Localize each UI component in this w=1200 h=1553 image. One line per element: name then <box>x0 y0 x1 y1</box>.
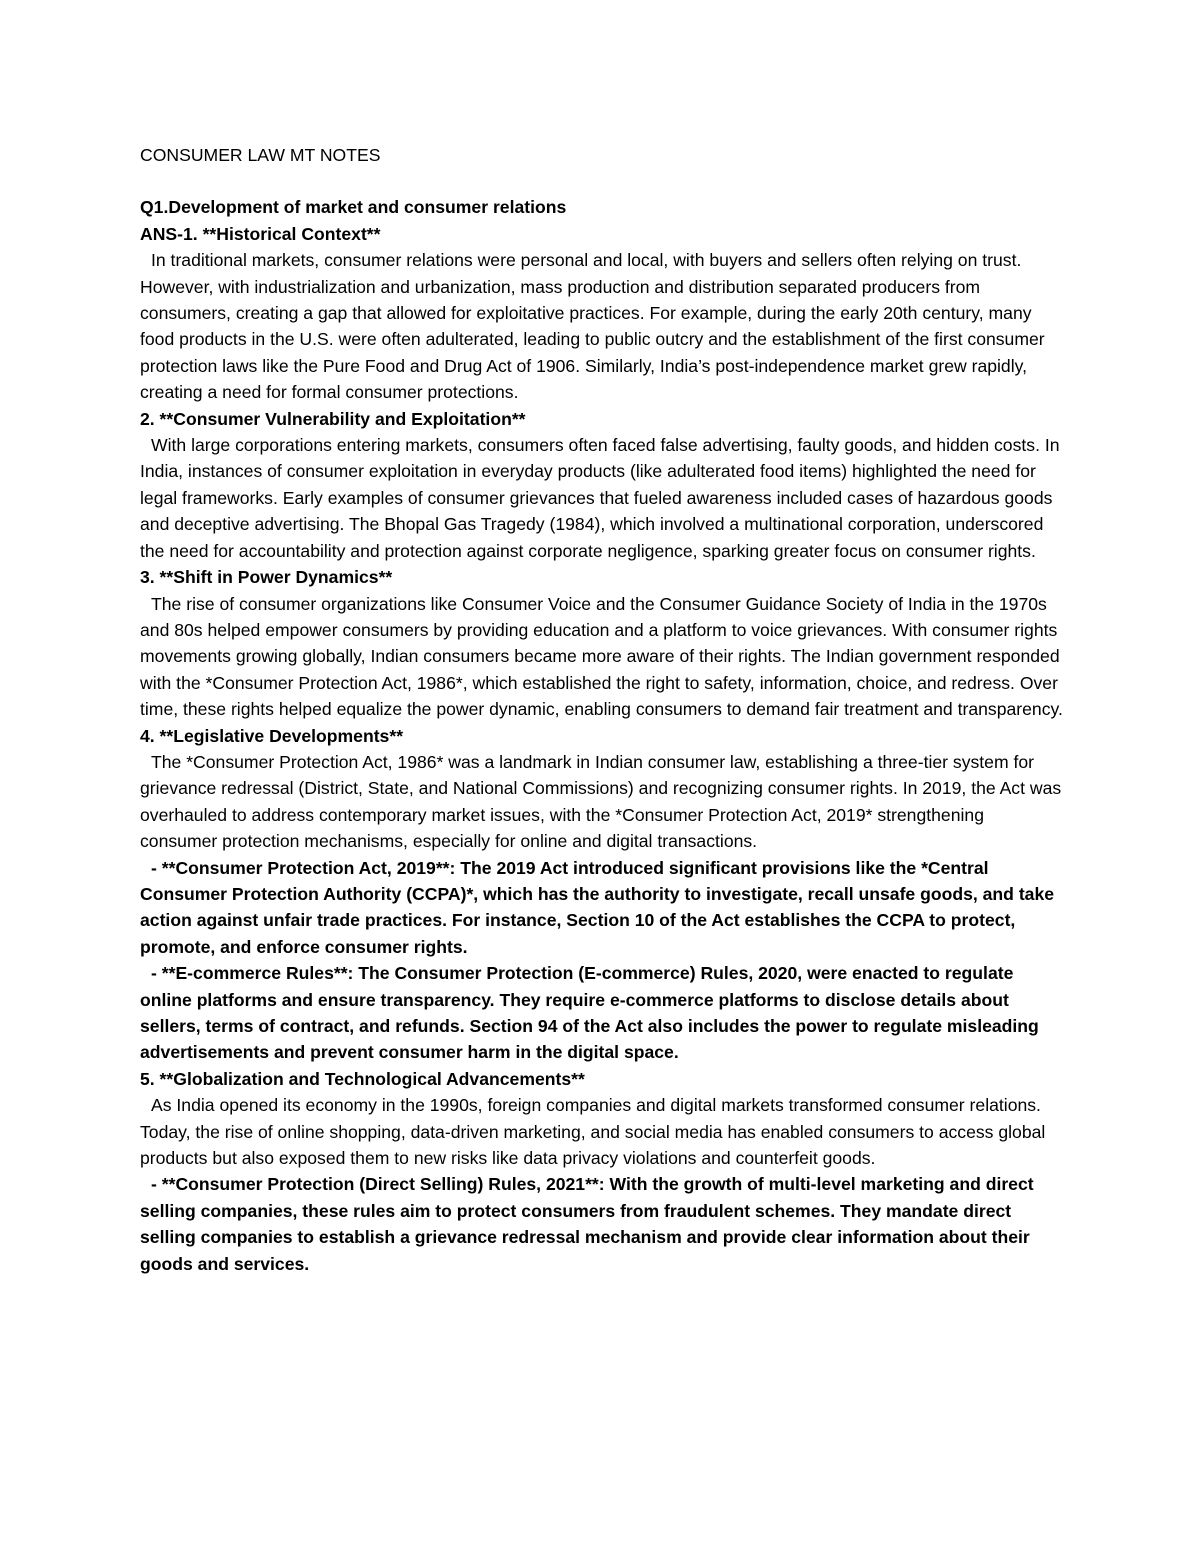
section-paragraph: The *Consumer Protection Act, 1986* was a landmark in Indian consumer law, establishing a three-tier system for grievance redressal (District, State, and National Commissions) and recognizing consumer rights. In 2019, the Act was overhauled to address contemporary market issues, with the *Consumer Protection Act, 2019* strengthening consumer protection mechanisms, especially for online and digital transactions. <box>140 751 1062 852</box>
document-body <box>140 142 1065 1277</box>
bold-subpoint: - **Consumer Protection Act, 2019**: The 2019 Act introduced significant provisions like the *Central Consumer Protection Authority (CCPA)*, which has the authority to investigate, recall unsafe goods, and take action against unfair trade practices. For instance, Section 10 of the Act establishes the CCPA to protect, promote, and enforce consumer rights. <box>140 857 1055 957</box>
bold-subpoint: - **Consumer Protection (Direct Selling) Rules, 2021**: With the growth of multi-level marketing and direct selling companies, these rules aim to protect consumers from fraudulent schemes. They mandate direct selling companies to establish a grievance redressal mechanism and provide clear information about their goods and services. <box>140 1174 1034 1274</box>
question-heading: Q1.Development of market and consumer relations <box>140 197 567 218</box>
section-heading: 2. **Consumer Vulnerability and Exploitation** <box>140 408 526 429</box>
section-heading: 3. **Shift in Power Dynamics** <box>140 567 393 588</box>
page-title: CONSUMER LAW MT NOTES <box>140 145 381 165</box>
answer-heading: ANS-1. **Historical Context** <box>140 223 381 244</box>
section-paragraph: In traditional markets, consumer relations were personal and local, with buyers and sellers often relying on trust. However, with industrialization and urbanization, mass production and distribution separated producers from consumers, creating a gap that allowed for exploitative practices. For example, during the early 20th century, many food products in the U.S. were often adulterated, leading to public outcry and the establishment of the first consumer protection laws like the Pure Food and Drug Act of 1906. Similarly, India’s post-independence market grew rapidly, creating a need for formal consumer protections. <box>140 250 1045 403</box>
section-paragraph: As India opened its economy in the 1990s, foreign companies and digital markets transformed consumer relations. Today, the rise of online shopping, data-driven marketing, and social media has enabled consumers to access global products but also exposed them to new risks like data privacy violations and counterfeit goods. <box>140 1095 1046 1169</box>
section-paragraph: With large corporations entering markets, consumers often faced false advertising, faulty goods, and hidden costs. In India, instances of consumer exploitation in everyday products (like adulterated food items) highlighted the need for legal frameworks. Early examples of consumer grievances that fueled awareness included cases of hazardous goods and deceptive advertising. The Bhopal Gas Tragedy (1984), which involved a multinational corporation, underscored the need for accountability and protection against corporate negligence, sparking greater focus on consumer rights. <box>140 435 1060 561</box>
bold-subpoint: - **E-commerce Rules**: The Consumer Protection (E-commerce) Rules, 2020, were enacted to regulate online platforms and ensure transparency. They require e-commerce platforms to disclose details about sellers, terms of contract, and refunds. Section 94 of the Act also includes the power to regulate misleading advertisements and prevent consumer harm in the digital space. <box>140 963 1039 1063</box>
section-paragraph: The rise of consumer organizations like Consumer Voice and the Consumer Guidance Society of India in the 1970s and 80s helped empower consumers by providing education and a platform to voice grievances. With consumer rights movements growing globally, Indian consumers became more aware of their rights. The Indian government responded with the *Consumer Protection Act, 1986*, which established the right to safety, information, choice, and redress. Over time, these rights helped equalize the power dynamic, enabling consumers to demand fair treatment and transparency. <box>140 593 1063 720</box>
section-heading: 5. **Globalization and Technological Advancements** <box>140 1068 585 1089</box>
section-heading: 4. **Legislative Developments** <box>140 725 404 746</box>
